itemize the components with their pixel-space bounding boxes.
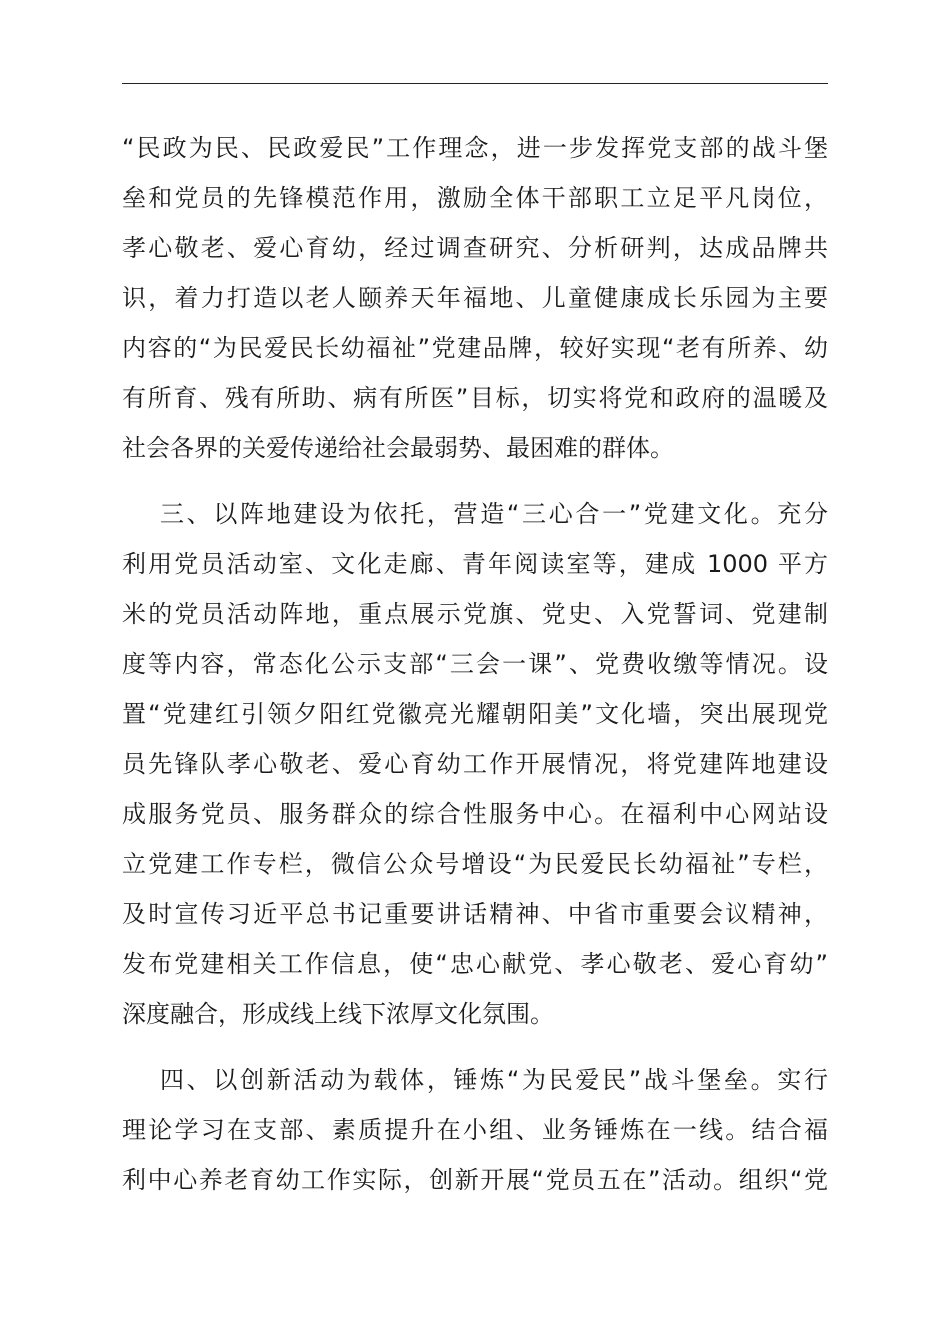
text-line: 及时宣传习近平总书记重要讲话精神、中省市重要会议精神，: [122, 900, 828, 928]
text-line: 度等内容，常态化公示支部“三会一课”、党费收缴等情况。设: [122, 650, 828, 678]
text-line: 成服务党员、服务群众的综合性服务中心。在福利中心网站设: [122, 800, 828, 828]
paragraph-continued: [122, 123, 828, 473]
text-line: 利中心养老育幼工作实际，创新开展“党员五在”活动。组织“党: [122, 1166, 828, 1194]
text-line: 内容的“为民爱民长幼福祉”党建品牌，较好实现“老有所养、幼: [122, 334, 828, 362]
document-body: [122, 123, 828, 1205]
text-line: 孝心敬老、爱心育幼，经过调查研究、分析研判，达成品牌共: [122, 234, 828, 262]
text-line: “民政为民、民政爱民”工作理念，进一步发挥党支部的战斗堡: [122, 134, 828, 162]
text-line: 有所育、残有所助、病有所医”目标，切实将党和政府的温暖及: [122, 384, 828, 412]
text-line: 置“党建红引领夕阳红党徽亮光耀朝阳美”文化墙，突出展现党: [122, 700, 828, 728]
text-line: 社会各界的关爱传递给社会最弱势、最困难的群体。: [122, 434, 674, 462]
text-line: 深度融合，形成线上线下浓厚文化氛围。: [122, 1000, 554, 1028]
text-line: 发布党建相关工作信息，使“忠心献党、孝心敬老、爱心育幼”: [122, 950, 828, 978]
text-line: 米的党员活动阵地，重点展示党旗、党史、入党誓词、党建制: [122, 600, 828, 628]
text-line: 利用党员活动室、文化走廊、青年阅读室等，建成 1000 平方: [122, 550, 828, 578]
paragraph-section-3: [122, 489, 828, 1039]
paragraph-spacer: [122, 1039, 828, 1055]
text-line: 四、以创新活动为载体，锤炼“为民爱民”战斗堡垒。实行: [160, 1066, 828, 1094]
text-line: 垒和党员的先锋模范作用，激励全体干部职工立足平凡岗位，: [122, 184, 828, 212]
paragraph-section-4: [122, 1055, 828, 1205]
text-line: 三、以阵地建设为依托，营造“三心合一”党建文化。充分: [160, 500, 828, 528]
text-line: 员先锋队孝心敬老、爱心育幼工作开展情况，将党建阵地建设: [122, 750, 828, 778]
text-line: 理论学习在支部、素质提升在小组、业务锤炼在一线。结合福: [122, 1116, 828, 1144]
text-line: 立党建工作专栏，微信公众号增设“为民爱民长幼福祉”专栏，: [122, 850, 828, 878]
paragraph-spacer: [122, 473, 828, 489]
header-rule: [122, 83, 828, 84]
text-line: 识，着力打造以老人颐养天年福地、儿童健康成长乐园为主要: [122, 284, 828, 312]
